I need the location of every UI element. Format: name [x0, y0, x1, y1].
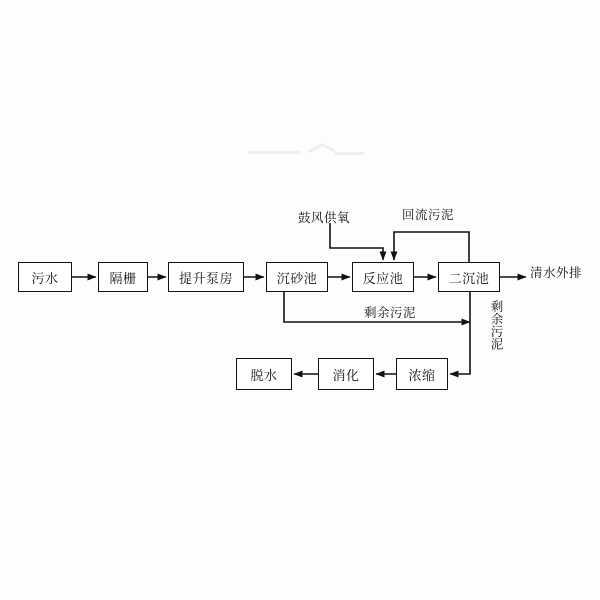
node-label: 隔栅	[109, 271, 137, 287]
edge-blower-reactor	[330, 223, 383, 260]
node-pump-house[interactable]	[168, 262, 244, 292]
node-thickening[interactable]	[396, 358, 448, 390]
node-label: 二沉池	[448, 271, 490, 287]
label-surplus-sludge-vertical: 剩余污泥	[489, 300, 504, 350]
node-label: 浓缩	[408, 368, 436, 384]
node-digestion[interactable]	[318, 358, 374, 390]
node-dewatering[interactable]	[236, 358, 292, 390]
node-grille[interactable]	[98, 262, 148, 292]
label-effluent-discharge: 清水外排	[530, 265, 583, 280]
label-excess-sludge: 剩余污泥	[364, 305, 417, 320]
watermark	[248, 138, 368, 162]
node-label: 污水	[31, 271, 59, 287]
label-return-sludge: 回流污泥	[402, 207, 455, 222]
node-secondary-clarifier[interactable]	[438, 262, 500, 292]
node-grit-tank[interactable]	[266, 262, 328, 292]
node-label: 提升泵房	[178, 271, 233, 287]
node-label: 脱水	[250, 368, 278, 384]
label-blower-air: 鼓风供氧	[298, 210, 351, 225]
node-label: 消化	[332, 368, 360, 384]
node-label: 沉砂池	[276, 271, 318, 287]
edge-clarifier-thicken	[450, 292, 470, 374]
edge-return-sludge	[394, 232, 469, 262]
node-label: 反应池	[362, 271, 404, 287]
node-reaction-tank[interactable]	[352, 262, 414, 292]
node-wastewater[interactable]	[18, 262, 72, 292]
